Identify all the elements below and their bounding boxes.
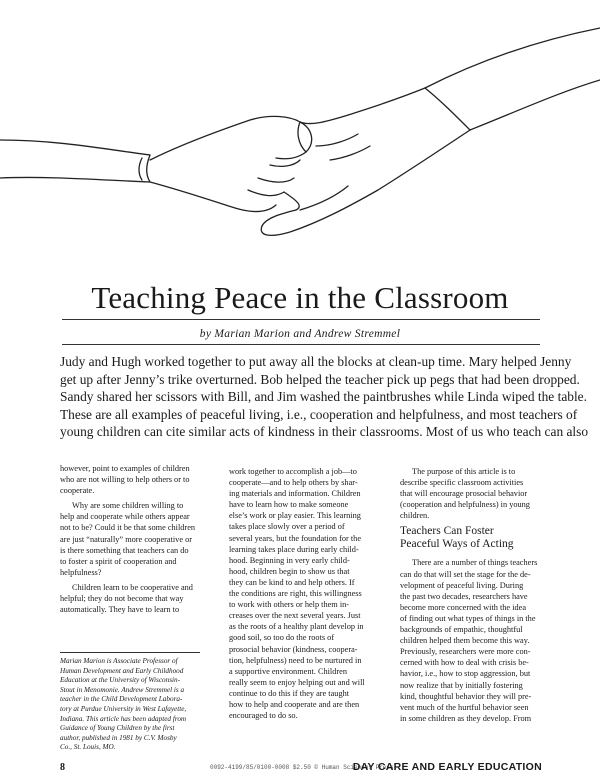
- text-line: the conditions are right, this willingness: [229, 589, 362, 599]
- col3-paragraph-2: [400, 557, 540, 723]
- byline-rule: [62, 344, 540, 345]
- text-line: who are not willing to help others or to: [60, 475, 190, 485]
- text-line: encouraged to do so.: [229, 711, 298, 721]
- bio-line: Indiana. This article has been adapted from: [60, 714, 187, 723]
- text-line: become more concerned with the idea: [400, 602, 527, 612]
- title-rule: [62, 319, 540, 320]
- text-line: (cooperation and helpfulness) in young: [400, 500, 530, 510]
- text-line: prosocial behavior (kindness, coopera-: [229, 644, 358, 654]
- text-line: Why are some children willing to: [72, 501, 184, 511]
- text-line: in some children as they develop. From: [400, 713, 532, 723]
- bio-line: teacher in the Child Development Labora-: [60, 695, 183, 704]
- text-line: takes place slowly over a period of: [229, 522, 345, 532]
- text-line: kind, thoughtful behavior they will pre-: [400, 691, 532, 701]
- col1-paragraph-2: [60, 500, 200, 578]
- subhead-line: Peaceful Ways of Acting: [400, 538, 514, 551]
- text-line: a supportive environment. Children: [229, 666, 347, 676]
- text-line: helpfulness?: [60, 567, 102, 577]
- bio-line: author, published in 1981 by C.V. Mosby: [60, 733, 177, 742]
- intro-line: These are all examples of peaceful living, i.e., cooperation and helpfulness, and most teachers of: [60, 406, 578, 422]
- text-line: cooperate.: [60, 486, 95, 496]
- text-line: good soil, so too do the roots of: [229, 633, 335, 643]
- text-line: helpful; they do not become that way: [60, 594, 184, 604]
- text-line: continue to do this if they are taught: [229, 688, 350, 698]
- text-line: backgrounds of empathic, thoughtful: [400, 625, 523, 635]
- article-title: Teaching Peace in the Classroom: [91, 280, 509, 315]
- text-line: that will encourage prosocial behavior: [400, 489, 528, 499]
- intro-line: young children can cite similar acts of kindness in their classrooms. Most of us who teach can also: [60, 424, 589, 440]
- text-line: really seem to enjoy helping out and will: [229, 677, 365, 687]
- text-line: children helped them become this way.: [400, 636, 530, 646]
- handshake-illustration: [0, 0, 600, 270]
- text-line: several years, but the foundation for the: [229, 533, 362, 543]
- byline: by Marian Marion and Andrew Stremmel: [199, 328, 401, 340]
- text-line: cerned with how to deal with crisis be-: [400, 658, 529, 668]
- column-3: [400, 466, 540, 728]
- magazine-name: DAY CARE AND EARLY EDUCATION: [352, 761, 542, 773]
- intro-line: get up after Jenny’s trike overturned. Bob helped the teacher pick up pegs that had been dropped.: [60, 371, 580, 387]
- bio-line: Guidance of Young Children by the first: [60, 724, 175, 733]
- bio-line: Marian Marion is Associate Professor of: [60, 657, 178, 665]
- intro-paragraph: [60, 353, 589, 441]
- text-line: children.: [400, 511, 430, 521]
- text-line: havior, i.e., how to stop aggression, but: [400, 669, 531, 679]
- text-line: now realize that by initially fostering: [400, 680, 523, 690]
- col1-paragraph-1: [60, 463, 200, 496]
- text-line: describe specific classroom activities: [400, 478, 524, 488]
- text-line: to work with others or help them in-: [229, 600, 350, 610]
- col2-paragraph-1: [229, 466, 369, 721]
- bio-line: Co., St. Louis, MO.: [60, 743, 116, 752]
- text-line: else’s work or play easier. This learning: [229, 511, 361, 521]
- bio-line: Education at the University of Wisconsin-: [60, 676, 180, 685]
- author-bio: [60, 652, 200, 753]
- text-line: There are a number of things teachers: [412, 558, 538, 568]
- text-line: Previously, researchers were more con-: [400, 647, 531, 657]
- text-line: vent much of the hurtful behavior seen: [400, 702, 529, 712]
- text-line: are just “naturally” more cooperative or: [60, 534, 192, 544]
- intro-line: Judy and Hugh worked together to put away all the blocks at clean-up time. Mary helped Jenny: [60, 354, 572, 369]
- col3-paragraph-1: [400, 466, 540, 521]
- text-line: creases over the next several years. Just: [229, 611, 361, 621]
- text-line: work together to accomplish a job—to: [229, 467, 357, 476]
- text-line: Children learn to be cooperative and: [72, 582, 193, 592]
- text-line: hood, children begin to show us that: [229, 566, 350, 576]
- text-line: hood. Beginning in very early child-: [229, 555, 350, 565]
- text-line: learning takes place during early child-: [229, 544, 359, 554]
- intro-line: Sandy shared her scissors with Bill, and Jim washed the paintbrushes while Linda wiped the table.: [60, 389, 587, 405]
- text-line: they can be kind to and help others. If: [229, 577, 355, 587]
- bio-line: Stout in Menomonie. Andrew Stremmel is a: [60, 685, 185, 694]
- text-line: The purpose of this article is to: [412, 467, 516, 476]
- text-line: as the roots of a healthy plant develop in: [229, 622, 364, 632]
- text-line: have to learn how to make someone: [229, 500, 349, 510]
- text-line: cooperate—and to help others by shar-: [229, 478, 358, 488]
- text-line: to foster a spirit of cooperation and: [60, 556, 177, 566]
- text-line: not to be? Could it be that some children: [60, 523, 196, 533]
- text-line: however, point to examples of children: [60, 464, 190, 473]
- col1-paragraph-3: [60, 582, 200, 615]
- subhead-line: Teachers Can Foster: [400, 525, 494, 538]
- bio-line: tory at Purdue University in West Lafayette,: [60, 704, 187, 713]
- page-number: 8: [60, 762, 65, 773]
- text-line: is there something that teachers can do: [60, 545, 189, 555]
- bio-line: Human Development and Early Childhood: [60, 666, 184, 675]
- publication-code: 0092-4199/85/0100-0008 $2.50 © Human Sciences Press: [210, 764, 394, 771]
- column-2: [229, 466, 369, 725]
- text-line: how to help and cooperate and are then: [229, 699, 360, 709]
- text-line: velopment of peaceful living. During: [400, 580, 524, 590]
- text-line: help and cooperate while others appear: [60, 512, 190, 522]
- text-line: tion, helpfulness) need to be nurtured in: [229, 655, 362, 665]
- text-line: automatically. They have to learn to: [60, 605, 180, 615]
- section-subhead: [400, 525, 540, 551]
- text-line: of finding out what types of things in the: [400, 613, 536, 623]
- column-1: [60, 463, 200, 619]
- text-line: ing materials and information. Children: [229, 489, 361, 499]
- text-line: the past two decades, researchers have: [400, 591, 528, 601]
- text-line: can do that will set the stage for the de-: [400, 569, 531, 579]
